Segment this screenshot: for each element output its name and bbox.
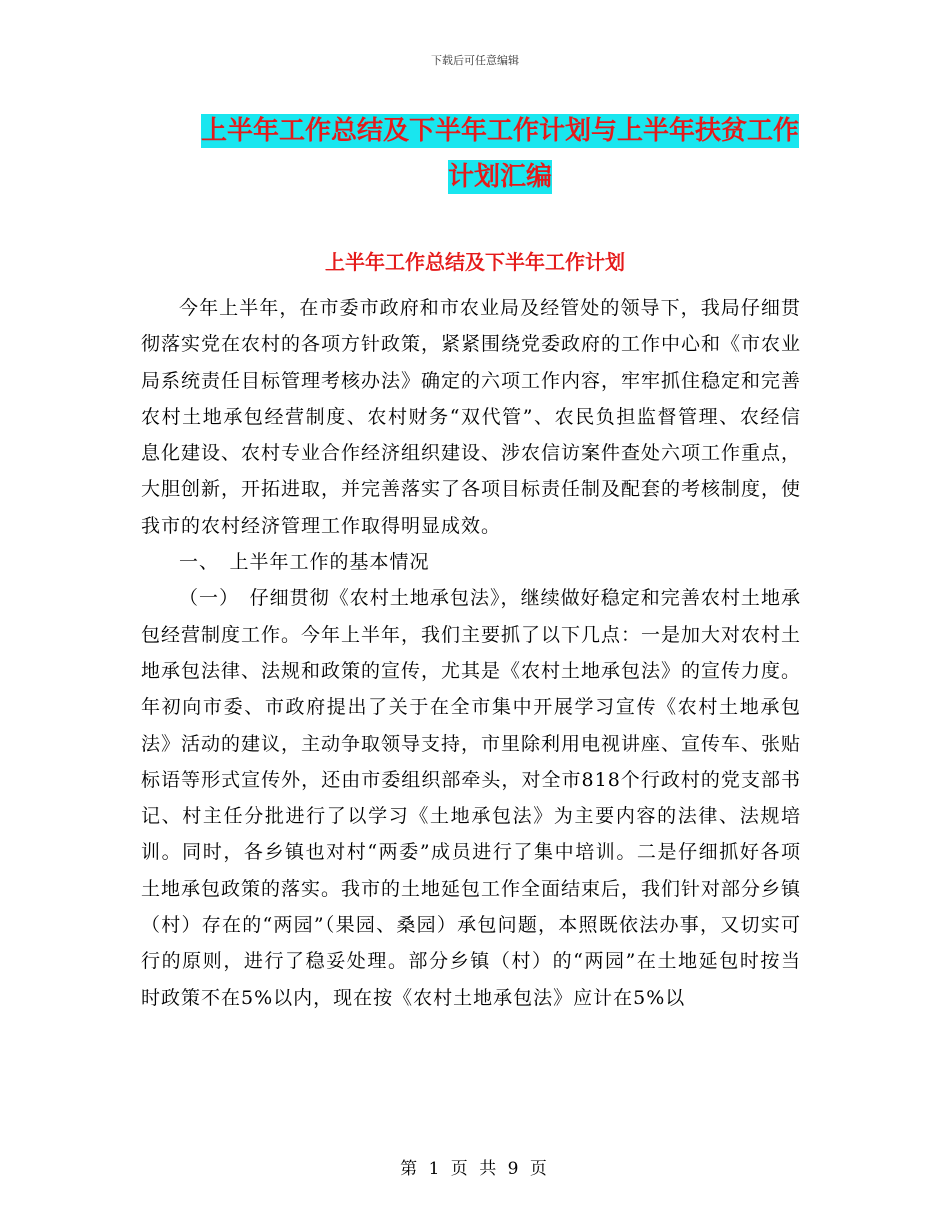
document-body bbox=[141, 290, 801, 1016]
document-title bbox=[150, 108, 850, 200]
page-footer: 第 1 页 共 9 页 bbox=[400, 1159, 550, 1179]
section-heading-1: 一、 上半年工作的基本情况 bbox=[179, 551, 430, 574]
document-title-line-1: 上半年工作总结及下半年工作计划与上半年扶贫工作 bbox=[200, 116, 799, 146]
section-title: 上半年工作总结及下半年工作计划 bbox=[325, 250, 625, 274]
header-note: 下载后可任意编辑 bbox=[431, 54, 519, 67]
subsection-paragraph-1: （一） 仔细贯彻《农村土地承包法》，继续做好稳定和完善农村土地承包经营制度工作。今年上半年，我们主要抓了以下几点：一是加大对农村土地承包法律、法规和政策的宣传，尤其是《农村土地承包法》的宣传力度。年初向市委、市政府提出了关于在全市集中开展学习宣传《农村土地承包法》活动的建议，主动争取领导支持，市里除利用电视讲座、宣传车、张贴标语等形式宣传外，还由市委组织部牵头，对全市818个行政村的党支部书记、村主任分批进行了以学习《土地承包法》为主要内容的法律、法规培训。同时，各乡镇也对村“两委”成员进行了集中培训。二是仔细抓好各项土地承包政策的落实。我市的土地延包工作全面结束后，我们针对部分乡镇（村）存在的“两园”（果园、桑园）承包问题，本照既依法办事，又切实可行的原则，进行了稳妥处理。部分乡镇（村）的“两园”在土地延包时按当时政策不在5%以内，现在按《农村土地承包法》应计在5%以 bbox=[141, 587, 802, 1009]
intro-paragraph: 今年上半年，在市委市政府和市农业局及经管处的领导下，我局仔细贯彻落实党在农村的各项方针政策，紧紧围绕党委政府的工作中心和《市农业局系统责任目标管理考核办法》确定的六项工作内容，牢牢抓住稳定和完善农村土地承包经营制度、农村财务“双代管”、农民负担监督管理、农经信息化建设、农村专业合作经济组织建设、涉农信访案件查处六项工作重点，大胆创新，开拓进取，并完善落实了各项目标责任制及配套的考核制度，使我市的农村经济管理工作取得明显成效。 bbox=[141, 297, 802, 537]
document-title-line-2: 计划汇编 bbox=[447, 162, 552, 192]
